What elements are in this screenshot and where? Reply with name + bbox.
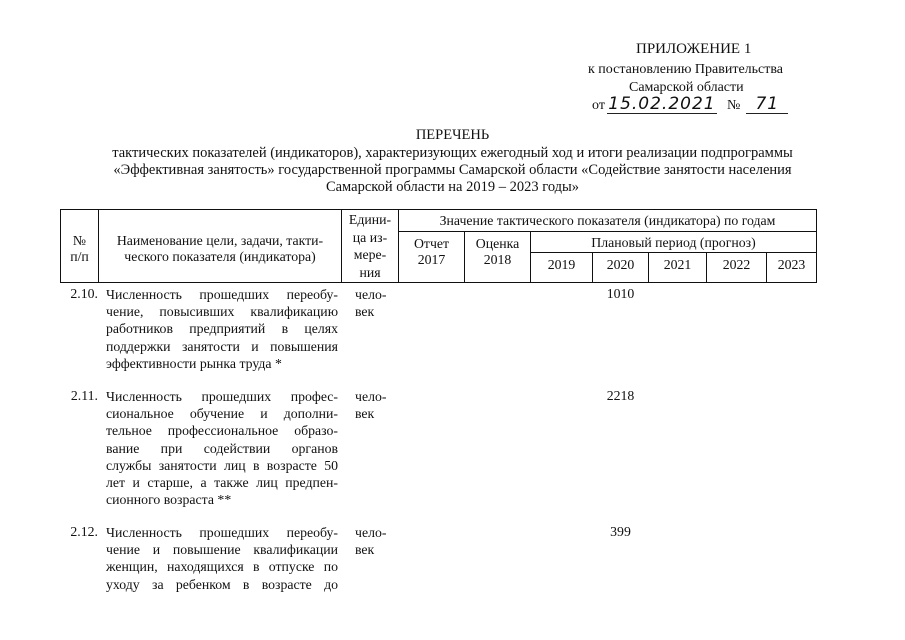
- row-name-line: тельное профессиональное образо-: [106, 423, 338, 439]
- row-name-line: уходу за ребенком в возрасте до: [106, 576, 338, 592]
- col-name-line-1: Наименование цели, задачи, такти-: [116, 233, 324, 248]
- region-line: Самарской области: [629, 80, 744, 95]
- row-name-line: сионного возраста **: [106, 492, 232, 508]
- year-2023: 2023: [777, 257, 806, 272]
- col-report-label: Отчет: [413, 236, 450, 251]
- row-unit-line: чело-: [355, 389, 387, 404]
- row-name-line: лет и старше, а также лиц предпен-: [106, 475, 338, 491]
- row-value-2020: 1010: [606, 286, 635, 301]
- row-indicator-name: [106, 286, 338, 372]
- row-unit-line: век: [355, 542, 375, 557]
- col-unit-line-3: мере-: [353, 247, 387, 262]
- year-2022: 2022: [722, 257, 751, 272]
- document-subtitle-line-2: «Эффективная занятость» государственной программы Самарской области «Содействие занятости населения: [113, 162, 792, 178]
- col-num-line-1: №: [72, 233, 87, 248]
- row-unit: [355, 388, 399, 422]
- row-name-line: чение, повысивших квалификацию: [106, 304, 338, 320]
- document-subtitle-line-3: Самарской области на 2019 – 2023 годы»: [325, 179, 580, 195]
- appendix-title: ПРИЛОЖЕНИЕ 1: [636, 41, 752, 57]
- values-header: Значение тактического показателя (индикатора) по годам: [439, 213, 776, 228]
- col-estimate-label: Оценка: [475, 236, 520, 251]
- handwritten-number: 71: [746, 95, 788, 114]
- row-name-line: эффективности рынка труда *: [106, 355, 282, 371]
- row-name-line: службы занятости лиц в возрасте 50: [106, 457, 338, 473]
- number-sign: №: [726, 98, 741, 113]
- row-name-line: Численность прошедших профес-: [106, 389, 338, 404]
- row-unit-line: чело-: [355, 525, 387, 540]
- row-value-2020: 399: [610, 524, 631, 539]
- handwritten-date: 15.02.2021: [608, 94, 716, 114]
- row-indicator-name: [106, 388, 338, 508]
- plan-period-header: Плановый период (прогноз): [591, 235, 756, 250]
- col-unit-line-4: ния: [359, 264, 381, 280]
- row-number: 2.11.: [70, 388, 98, 403]
- year-2019: 2019: [547, 257, 576, 272]
- row-unit: [355, 286, 399, 320]
- year-2021: 2021: [663, 257, 692, 272]
- col-name-line-2: ческого показателя (индикатора): [124, 249, 316, 264]
- row-number: 2.12.: [70, 524, 98, 539]
- col-estimate-year: 2018: [483, 252, 512, 267]
- document-subtitle-line-1: тактических показателей (индикаторов), характеризующих ежегодный ход и итоги реализации подпрограммы: [112, 145, 793, 161]
- col-unit-line-2: ца из-: [352, 229, 388, 245]
- row-name-line: чение и повышение квалификации: [106, 542, 338, 558]
- row-name-line: Численность прошедших переобу-: [106, 287, 338, 302]
- decree-line: к постановлению Правительства: [588, 62, 784, 77]
- year-2020: 2020: [606, 257, 635, 272]
- date-prefix: от: [592, 98, 605, 113]
- col-report-year: 2017: [417, 252, 446, 267]
- row-name-line: поддержки занятости и повышения: [106, 338, 338, 354]
- row-number: 2.10.: [70, 286, 98, 301]
- row-unit-line: век: [355, 304, 375, 319]
- row-name-line: работников предприятий в целях: [106, 321, 338, 337]
- row-name-line: Численность прошедших переобу-: [106, 525, 338, 540]
- row-name-line: женщин, находящихся в отпуске по: [106, 559, 338, 575]
- row-unit: [355, 524, 399, 558]
- row-value-2020: 2218: [606, 388, 635, 403]
- row-name-line: вание при содействии органов: [106, 440, 338, 456]
- row-name-line: сиональное обучение и дополни-: [106, 406, 338, 422]
- row-unit-line: чело-: [355, 287, 387, 302]
- decree-date-number: [592, 95, 788, 114]
- col-num-line-2: п/п: [70, 249, 89, 264]
- col-unit-line-1: Едини-: [348, 212, 392, 227]
- row-unit-line: век: [355, 406, 375, 421]
- row-indicator-name: [106, 524, 338, 593]
- document-title: ПЕРЕЧЕНЬ: [415, 127, 490, 143]
